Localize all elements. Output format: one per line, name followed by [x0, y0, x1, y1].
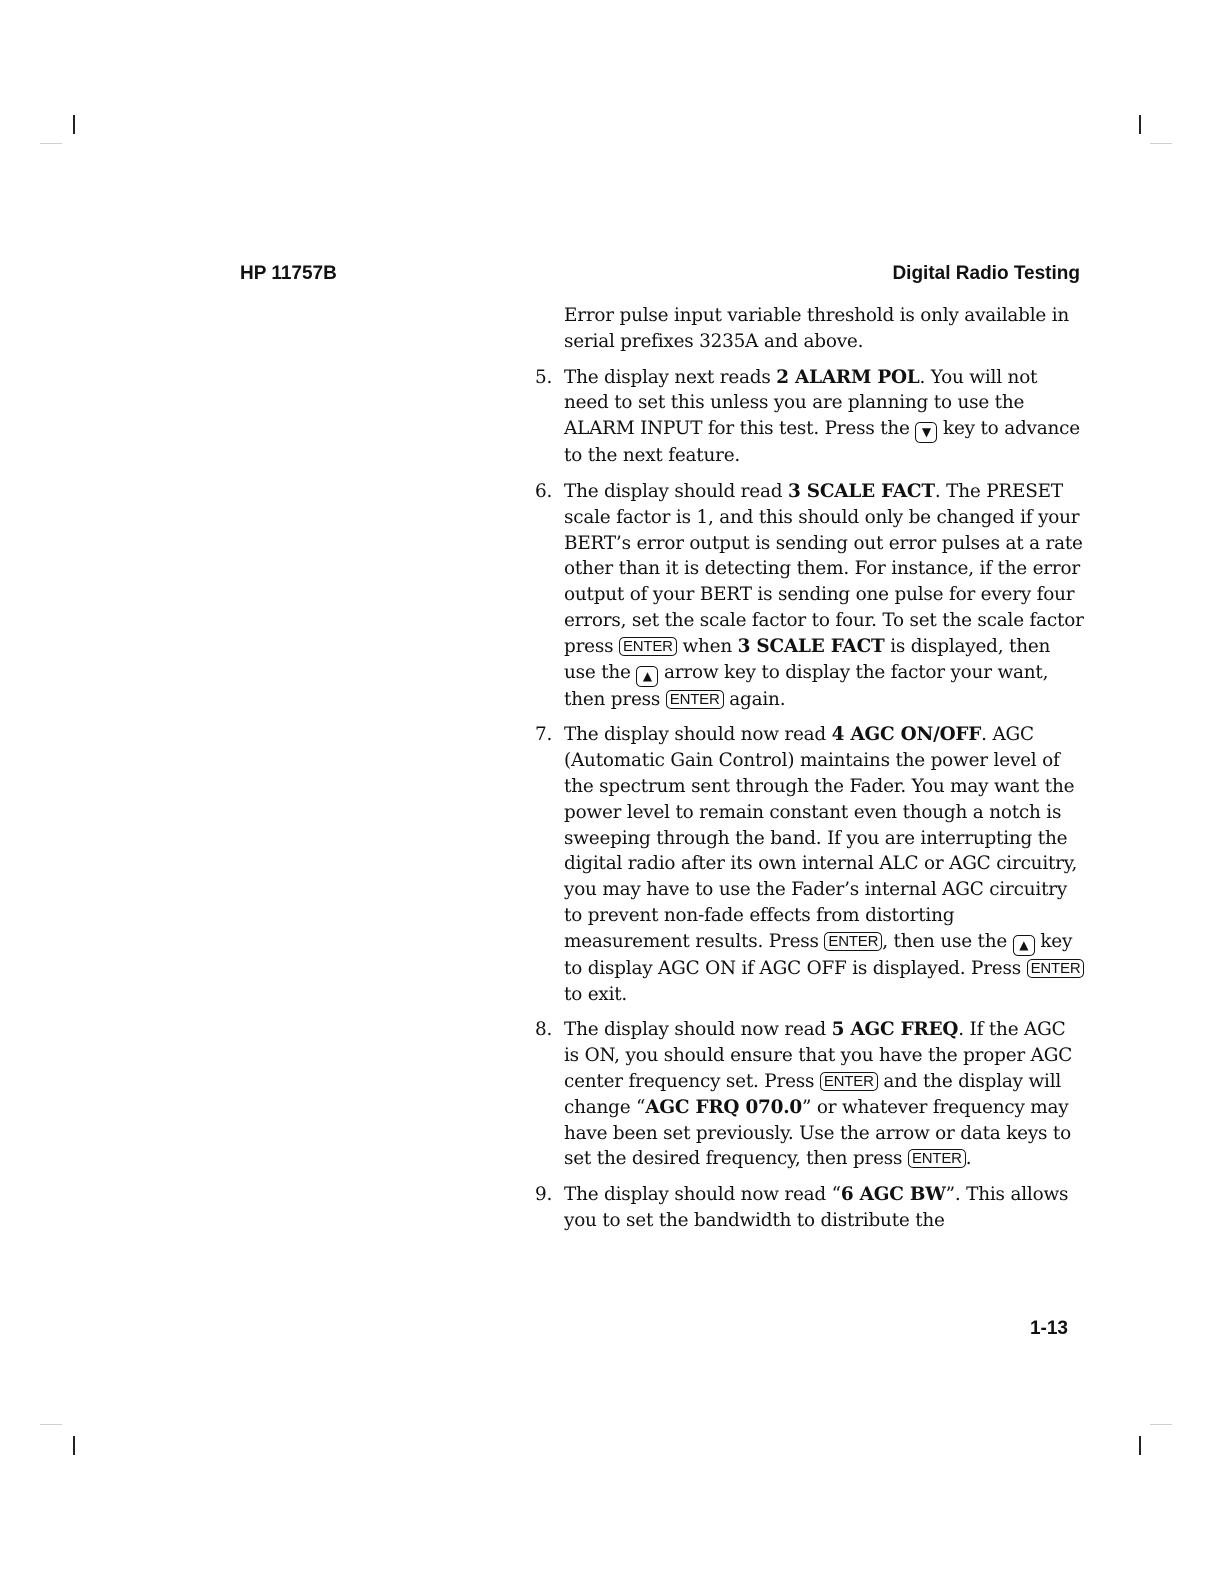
display-readout: 4 AGC ON/OFF [831, 724, 982, 746]
display-readout: AGC FRQ 070.0 [645, 1096, 803, 1118]
display-readout: 3 SCALE FACT [737, 635, 885, 657]
up-arrow-key-icon: ▲ [636, 666, 658, 687]
step-text: The display should now read 4 AGC ON/OFF. AGC (Automatic Gain Control) maintains the power level of the spectrum sent through the Fader. You may want the power level to remain constant even though a notch is sweeping through the band. If you are interrupting the digital radio after its own internal ALC or AGC circuitry, you may have to use the Fader’s internal AGC circuitry to prevent non-fade effects from distorting measurement results. Press ENTER , then use the ▲ key to display AGC ON if AGC OFF is displayed. Press ENTER to exit. [564, 722, 1085, 1007]
crop-mark-top-left-h [40, 143, 62, 144]
crop-mark-bottom-right-h [1150, 1424, 1172, 1425]
display-readout: 5 AGC FREQ [831, 1019, 959, 1041]
crop-mark-bottom-left-h [40, 1424, 62, 1425]
step-number: 7. [535, 724, 553, 746]
running-header-right: Digital Radio Testing [892, 263, 1080, 284]
step-number: 5. [535, 366, 553, 388]
page-number: 1-13 [1029, 1318, 1068, 1339]
list-item [535, 365, 1085, 469]
step-text: The display next reads 2 ALARM POL. You will not need to set this unless you are planning to use the ALARM INPUT for this test. Press the ▼ key to advance to the next feature. [564, 366, 1080, 467]
list-item [535, 1017, 1085, 1172]
display-readout: 2 ALARM POL [776, 366, 920, 388]
body-text [535, 303, 1085, 1244]
crop-mark-top-right-h [1150, 143, 1172, 144]
display-readout: 6 AGC BW [840, 1184, 946, 1206]
enter-key: ENTER [824, 932, 882, 951]
step-number: 6. [535, 480, 553, 502]
intro-paragraph: Error pulse input variable threshold is only available in serial prefixes 3235A and above. [564, 305, 1070, 352]
list-item [535, 479, 1085, 712]
running-header-left: HP 11757B [240, 263, 337, 284]
down-arrow-key-icon: ▼ [915, 422, 937, 443]
crop-mark-bottom-right [1139, 1436, 1141, 1455]
step-text: The display should read 3 SCALE FACT. The PRESET scale factor is 1, and this should only be changed if your BERT’s error output is sending out error pulses at a rate other than it is detecting them. For instance, if the error output of your BERT is sending one pulse for every four errors, set the scale factor to four. To set the scale factor press ENTER when 3 SCALE FACT is displayed, then use the ▲ arrow key to display the factor your want, then press ENTER again. [564, 480, 1084, 710]
enter-key: ENTER [1027, 959, 1085, 978]
crop-mark-bottom-left [73, 1436, 75, 1455]
crop-mark-top-left [73, 115, 75, 134]
enter-key: ENTER [666, 690, 724, 709]
up-arrow-key-icon: ▲ [1013, 935, 1035, 956]
step-number: 9. [535, 1184, 553, 1206]
enter-key: ENTER [908, 1149, 966, 1168]
list-item [535, 1182, 1085, 1234]
step-text: The display should now read “6 AGC BW”. This allows you to set the bandwidth to distribute the [564, 1184, 1069, 1231]
list-item [535, 722, 1085, 1007]
step-number: 8. [535, 1019, 553, 1041]
enter-key: ENTER [820, 1072, 878, 1091]
step-text: The display should now read 5 AGC FREQ. If the AGC is ON, you should ensure that you have the proper AGC center frequency set. Press ENTER and the display will change “AGC FRQ 070.0” or whatever frequency may have been set previously. Use the arrow or data keys to set the desired frequency, then press ENTER . [564, 1019, 1073, 1170]
enter-key: ENTER [619, 637, 677, 656]
display-readout: 3 SCALE FACT [787, 480, 935, 502]
crop-mark-top-right [1139, 115, 1141, 134]
